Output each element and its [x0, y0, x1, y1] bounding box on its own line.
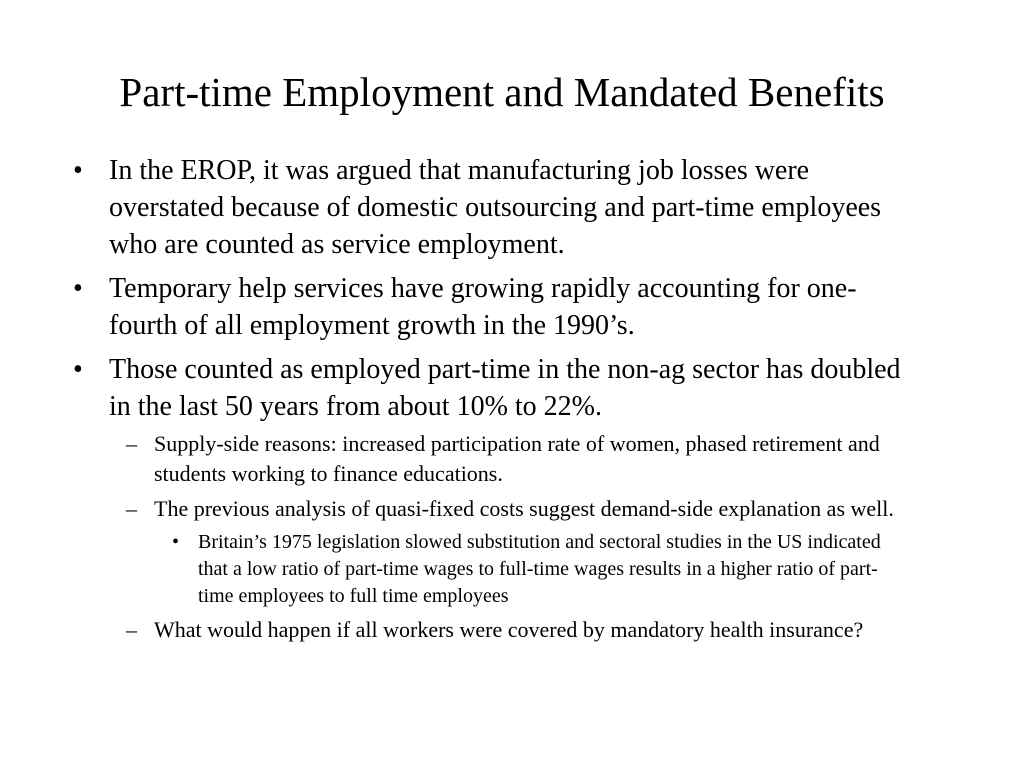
sub-bullet-item [0, 615, 926, 645]
bullet-marker: • [73, 155, 83, 186]
sub-sub-bullet-marker: • [172, 531, 180, 553]
sub-bullet-item [0, 429, 926, 489]
bullet-marker: • [73, 273, 83, 304]
bullet-text: Temporary help services have growing rapidly accounting for one-fourth of all employment growth in the 1990’s. [109, 273, 857, 341]
slide-content [0, 152, 1024, 650]
sub-sub-bullet-text: Britain’s 1975 legislation slowed substitution and sectoral studies in the US indicated that a low ratio of part-time wages to full-time wages results in a higher ratio of part-time employees to full time employees [198, 531, 881, 607]
sub-bullet-marker: – [126, 431, 137, 456]
bullet-text: In the EROP, it was argued that manufacturing job losses were overstated because of domestic outsourcing and part-time employees who are counted as service employment. [109, 155, 882, 260]
sub-bullet-text: Supply-side reasons: increased participation rate of women, phased retirement and students working to finance educations. [154, 431, 880, 486]
sub-bullet-item [0, 494, 926, 524]
sub-sub-bullet-item [0, 529, 910, 610]
sub-bullet-text: What would happen if all workers were covered by mandatory health insurance? [154, 617, 864, 642]
bullet-item [0, 152, 909, 263]
sub-bullet-marker: – [126, 617, 137, 642]
sub-bullet-text: The previous analysis of quasi-fixed costs suggest demand-side explanation as well. [154, 496, 894, 521]
slide-title: Part-time Employment and Mandated Benefits [119, 69, 885, 115]
sub-bullet-marker: – [126, 496, 137, 521]
bullet-marker: • [73, 354, 83, 385]
bullet-text: Those counted as employed part-time in the non-ag sector has doubled in the last 50 years from about 10% to 22%. [109, 354, 901, 422]
bullet-item [0, 270, 909, 344]
bullet-item [0, 351, 909, 425]
